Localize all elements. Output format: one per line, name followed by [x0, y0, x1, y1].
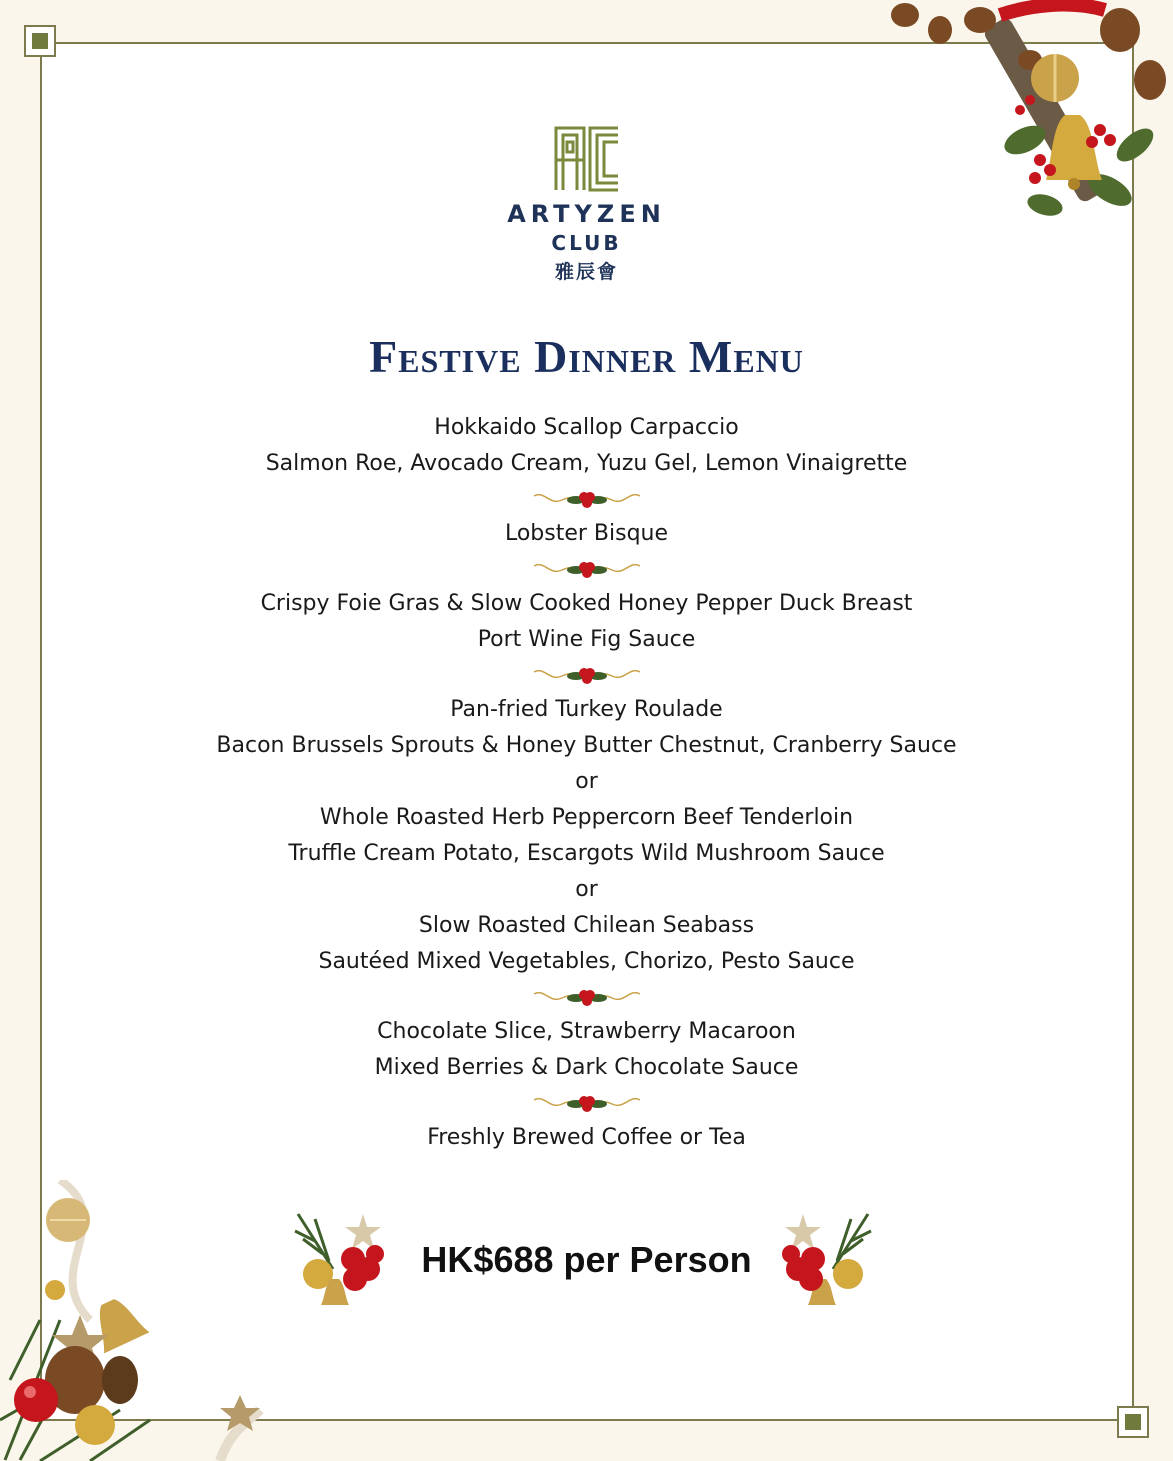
course: [0, 692, 1173, 980]
course-line: or: [575, 769, 598, 794]
course-line: Freshly Brewed Coffee or Tea: [427, 1125, 746, 1150]
course: [0, 516, 1173, 552]
holly-divider-icon: [0, 482, 1173, 516]
course-line: Slow Roasted Chilean Seabass: [418, 913, 755, 938]
course-line: Mixed Berries & Dark Chocolate Sauce: [374, 1055, 799, 1080]
brand-logo: [0, 126, 1173, 284]
course-line: Hokkaido Scallop Carpaccio: [434, 415, 739, 440]
course-line: Truffle Cream Potato, Escargots Wild Mushroom Sauce: [288, 841, 885, 866]
course: [0, 1120, 1173, 1156]
holly-divider-icon: [0, 658, 1173, 692]
brand-subname: CLUB: [551, 231, 622, 255]
course-line: Sautéed Mixed Vegetables, Chorizo, Pesto Sauce: [318, 949, 855, 974]
course-line: Bacon Brussels Sprouts & Honey Butter Chestnut, Cranberry Sauce: [216, 733, 957, 758]
holly-divider-icon: [0, 1086, 1173, 1120]
menu-title: Festive Dinner Menu: [369, 331, 804, 382]
course-line: Salmon Roe, Avocado Cream, Yuzu Gel, Lemon Vinaigrette: [265, 451, 908, 476]
menu-courses: [0, 410, 1173, 1156]
brand-name: ARTYZEN: [507, 200, 666, 228]
course-line: Chocolate Slice, Strawberry Macaroon: [377, 1019, 796, 1044]
artyzen-logo-icon: [554, 126, 620, 192]
frame-corner-square: [24, 25, 56, 57]
course: [0, 410, 1173, 482]
brand-chinese-name: 雅辰會: [554, 261, 618, 283]
holly-divider-icon: [0, 552, 1173, 586]
course-line: Crispy Foie Gras & Slow Cooked Honey Pepper Duck Breast: [260, 591, 913, 616]
frame-corner-square: [1117, 1406, 1149, 1438]
price-row: [0, 1205, 1173, 1315]
course-line: Lobster Bisque: [504, 521, 669, 546]
course: [0, 586, 1173, 658]
course-line: Port Wine Fig Sauce: [477, 627, 696, 652]
holly-divider-icon: [0, 980, 1173, 1014]
course-line: or: [575, 877, 598, 902]
course: [0, 1014, 1173, 1086]
course-line: Whole Roasted Herb Peppercorn Beef Tenderloin: [319, 805, 854, 830]
price-text: HK$688 per Person: [421, 1239, 752, 1280]
christmas-bell-ornament-icon: [778, 1209, 873, 1309]
course-line: Pan-fried Turkey Roulade: [450, 697, 723, 722]
